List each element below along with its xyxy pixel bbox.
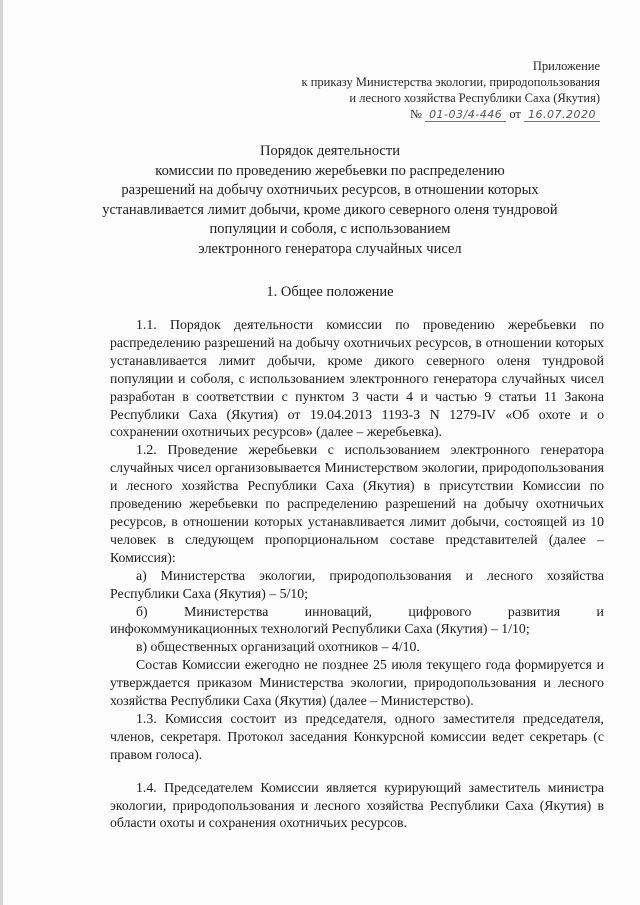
list-item-b-word: и	[596, 603, 604, 619]
paragraph-1-2: 1.2. Проведение жеребьевки с использованием электронного генератора случайных чисел организовывается Министерством экологии, природопользования и лесного хозяйства Республики Саха (Якутия) в присутствии Комиссии по проведению жеребьевки по распределению разрешений на добычу охотничьих ресурсов, в отношении которых устанавливается лимит добычи, состоящей из 10 человек в следующем пропорциональном составе представителей (далее – Комиссия):	[110, 442, 604, 565]
appendix-number-date	[220, 106, 600, 123]
list-item-v: в) общественных организаций охотников – 4/10.	[136, 639, 420, 655]
number-prefix: №	[410, 107, 422, 121]
date-prefix: от	[509, 107, 521, 121]
appendix-order-ref: к приказу Министерства экологии, природопользования	[301, 75, 600, 89]
section-heading: 1. Общее положение	[266, 284, 394, 300]
paragraph-1-1: 1.1. Порядок деятельности комиссии по проведению жеребьевки по распределению разрешений на добычу охотничьих ресурсов, в отношении которых устанавливается лимит добычи, кроме дикого северного оленя тундровой популяции и соболя, с использованием электронного генератора случайных чисел разработан в соответствии с пунктом 3 части 4 и частью 9 статьи 11 Закона Республики Саха (Якутия) от 19.04.2013 1193-З N 1279-IV «Об охоте и о сохранении охотничьих ресурсов» (далее – жеребьевка).	[110, 317, 604, 440]
appendix-label: Приложение	[532, 59, 600, 73]
list-item-b-word: инноваций,	[304, 603, 372, 619]
paragraph-composition: Состав Комиссии ежегодно не позднее 25 июля текущего года формируется и утверждается приказом Министерства экологии, природопользования и лесного хозяйства Республики Саха (Якутия) (далее – Министерство).	[110, 657, 604, 709]
title-line-2: комиссии по проведению жеребьевки по распределению	[155, 162, 505, 179]
title-line-6: электронного генератора случайных чисел	[198, 240, 462, 257]
title-line-5: популяции и соболя, с использованием	[209, 221, 451, 237]
list-item-b-rest: инфокоммуникационных технологий Республики Саха (Якутия) – 1/10;	[110, 621, 530, 637]
order-number: 01-03/4-446	[425, 108, 506, 122]
appendix-ministry: и лесного хозяйства Республики Саха (Якутия)	[349, 91, 600, 105]
list-item-b-word: цифрового	[408, 603, 472, 619]
title-line-3: разрешений на добычу охотничьих ресурсов, в отношении которых	[121, 182, 539, 198]
appendix-note	[220, 58, 600, 123]
list-item-b-word: б)	[136, 603, 148, 619]
list-item-b-word: Министерства	[184, 603, 269, 619]
document-title	[90, 142, 570, 259]
list-item-b-first-line	[110, 603, 604, 621]
title-line-4: устанавливается лимит добычи, кроме дикого северного оленя тундровой	[102, 201, 558, 218]
document-body	[110, 316, 604, 832]
paragraph-1-4: 1.4. Председателем Комиссии является курирующий заместитель министра экологии, природопользования и лесного хозяйства Республики Саха (Якутия) в области охоты и сохранения охотничьих ресурсов.	[110, 779, 604, 831]
title-line-1: Порядок деятельности	[260, 143, 400, 159]
list-item-b-word: развития	[507, 603, 561, 619]
order-date: 16.07.2020	[524, 108, 600, 122]
list-item-a: а) Министерства экологии, природопользования и лесного хозяйства Республики Саха (Якутия) – 5/10;	[110, 567, 604, 601]
page-edge	[0, 0, 3, 905]
paragraph-1-3: 1.3. Комиссия состоит из председателя, одного заместителя председателя, членов, секретаря. Протокол заседания Конкурсной комиссии ведет секретарь (с правом голоса).	[110, 710, 604, 762]
